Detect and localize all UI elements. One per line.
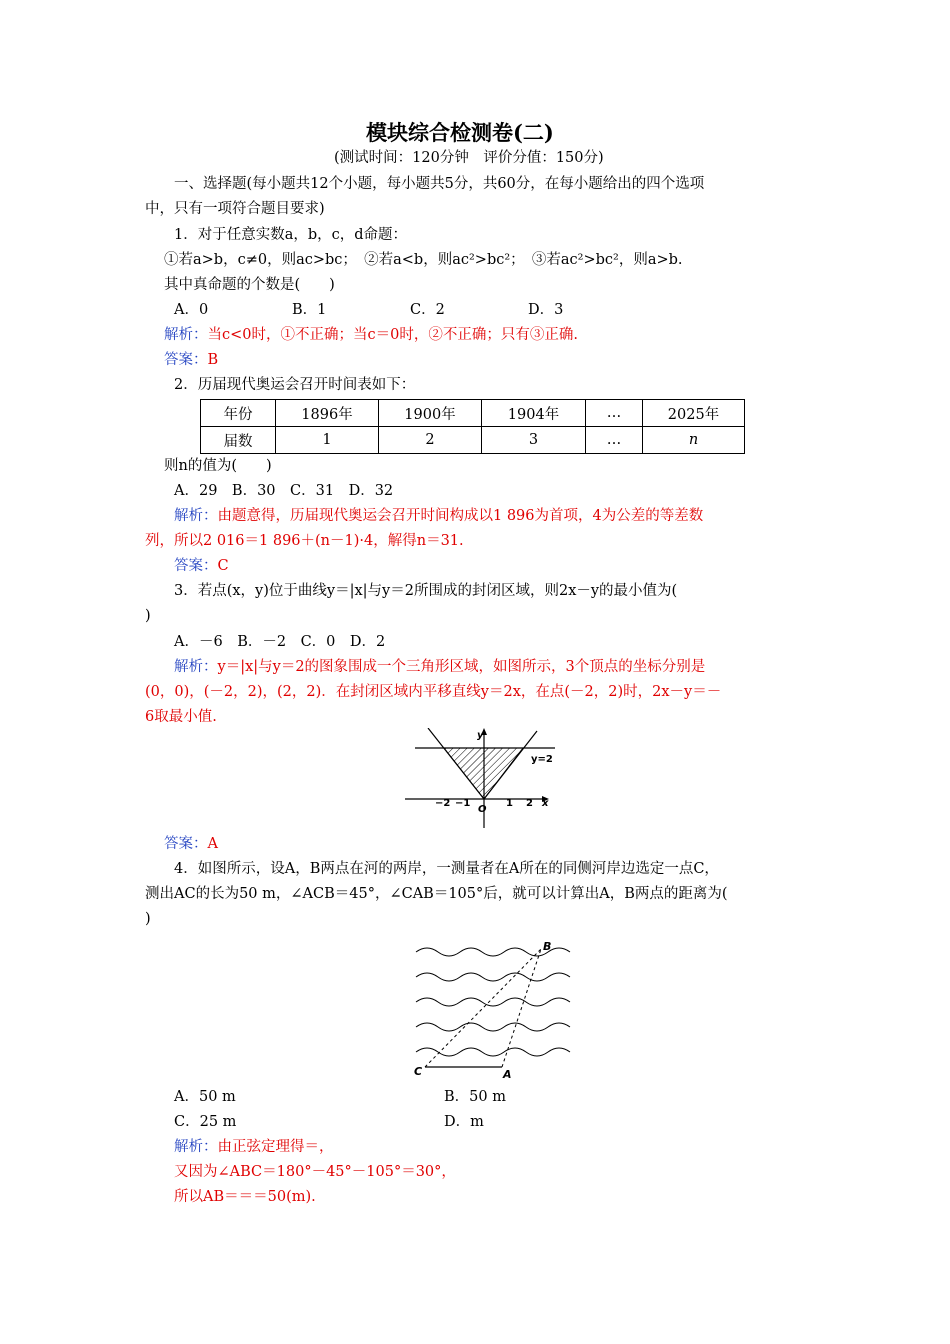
page-subtitle: (测试时间：120分钟 评价分值：150分) [334,150,604,166]
q3-analysis-line1 [174,657,705,677]
table-cell: … [586,400,643,427]
point-a-label: A [503,1068,512,1080]
q4-analysis-line2: 又因为∠ABC＝180°－45°－105°＝30°， [174,1164,456,1180]
analysis-text: 当c<0时，①不正确；当c＝0时，②不正确；只有③正确. [207,327,578,343]
tick-label: −2 [435,798,451,809]
answer-label: 答案： [164,836,208,852]
q1-stem: 1．对于任意实数a，b，c，d命题： [174,227,408,243]
q2-olympics-table [200,399,745,454]
q1-analysis [164,325,578,345]
q3-analysis-line2: (0，0)，(－2，2)，(2，2)．在封闭区域内平移直线y＝2x，在点(－2，2)时，2x－y＝－ [145,684,722,700]
q3-answer [164,834,218,854]
q1-ask: 其中真命题的个数是( ) [164,277,335,293]
q4-stem-line2: 测出AC的长为50 m，∠ACB＝45°，∠CAB＝105°后，就可以计算出A，B两点的距离为( [145,886,728,902]
table-cell: … [586,427,643,454]
q4-analysis-line1 [174,1137,334,1157]
q3-analysis-line3: 6取最小值. [145,709,217,725]
table-cell: 2025年 [643,400,745,427]
q1-propositions: ①若a>b，c≠0，则ac>bc； ②若a<b，则ac²>bc²； ③若ac²>bc²，则a>b. [164,252,683,268]
q1-option-b: B．1 [292,302,327,318]
answer-label: 答案： [164,352,208,368]
point-b-label: B [543,940,552,953]
tick-label: −1 [455,798,471,809]
x-axis-label: x [542,798,549,809]
q4-option-d: D．m [444,1114,484,1130]
q4-stem-line3: ) [145,911,151,927]
q1-option-d: D．3 [528,302,564,318]
table-cell: 1896年 [276,400,379,427]
section-heading-line1: 一、选择题(每小题共12个小题，每小题共5分，共60分，在每小题给出的四个选项 [174,176,705,192]
q3-stem-line2: ) [145,608,151,624]
q3-stem-line1: 3．若点(x，y)位于曲线y＝|x|与y＝2所围成的封闭区域，则2x－y的最小值为( [174,583,678,599]
table-row [201,427,745,454]
analysis-text: 由题意得，历届现代奥运会召开时间构成以1 896为首项，4为公差的等差数 [217,508,704,524]
tick-label: 1 [506,798,513,809]
y-axis-label: y [477,730,484,741]
q2-analysis-line1 [174,506,703,526]
q2-stem: 2．历届现代奥运会召开时间表如下： [174,377,416,393]
analysis-label: 解析： [174,659,218,675]
segment-cb [425,949,541,1067]
q2-answer [174,556,229,576]
answer-value: C [217,558,229,574]
tick-label: 2 [526,798,533,809]
point-c-label: C [414,1065,423,1078]
q3-region-figure [395,728,565,830]
line-label: y=2 [531,754,553,765]
table-cell: 年份 [201,400,276,427]
analysis-label: 解析： [174,508,218,524]
q1-answer [164,350,218,370]
q4-option-c: C．25 m [174,1114,237,1130]
table-cell: n [643,427,745,454]
table-row [201,400,745,427]
q4-analysis-line3: 所以AB＝＝＝50(m). [174,1189,316,1205]
q4-river-figure [408,936,578,1080]
answer-label: 答案： [174,558,218,574]
q4-stem-line1: 4．如图所示，设A，B两点在河的两岸，一测量者在A所在的同侧河岸边选定一点C， [174,861,719,877]
table-cell: 1900年 [379,400,482,427]
table-cell: 1 [276,427,379,454]
q4-option-a: A．50 m [174,1089,236,1105]
analysis-label: 解析： [164,327,208,343]
table-cell: 届数 [201,427,276,454]
analysis-text: y＝|x|与y＝2的图象围成一个三角形区域，如图所示，3个顶点的坐标分别是 [217,659,706,675]
q3-options: A．－6 B．－2 C．0 D．2 [174,634,386,650]
table-cell: 2 [379,427,482,454]
q1-option-a: A．0 [174,302,209,318]
q2-options: A．29 B．30 C．31 D．32 [174,483,394,499]
origin-label: O [478,804,487,815]
q2-ask: 则n的值为( ) [164,458,272,474]
answer-value: B [207,352,219,368]
q1-option-c: C．2 [410,302,445,318]
river-wave [416,1023,570,1031]
answer-value: A [207,836,218,852]
analysis-label: 解析： [174,1139,218,1155]
page-title: 模块综合检测卷(二) [366,120,554,145]
q2-analysis-line2: 列，所以2 016＝1 896＋(n－1)·4，解得n＝31. [145,533,464,549]
table-cell: 1904年 [482,400,586,427]
section-heading-line2: 中，只有一项符合题目要求) [145,201,325,217]
analysis-text: 由正弦定理得＝， [217,1139,334,1155]
table-cell: 3 [482,427,586,454]
q4-option-b: B．50 m [444,1089,506,1105]
river-wave [416,998,570,1006]
river-wave [416,973,570,981]
